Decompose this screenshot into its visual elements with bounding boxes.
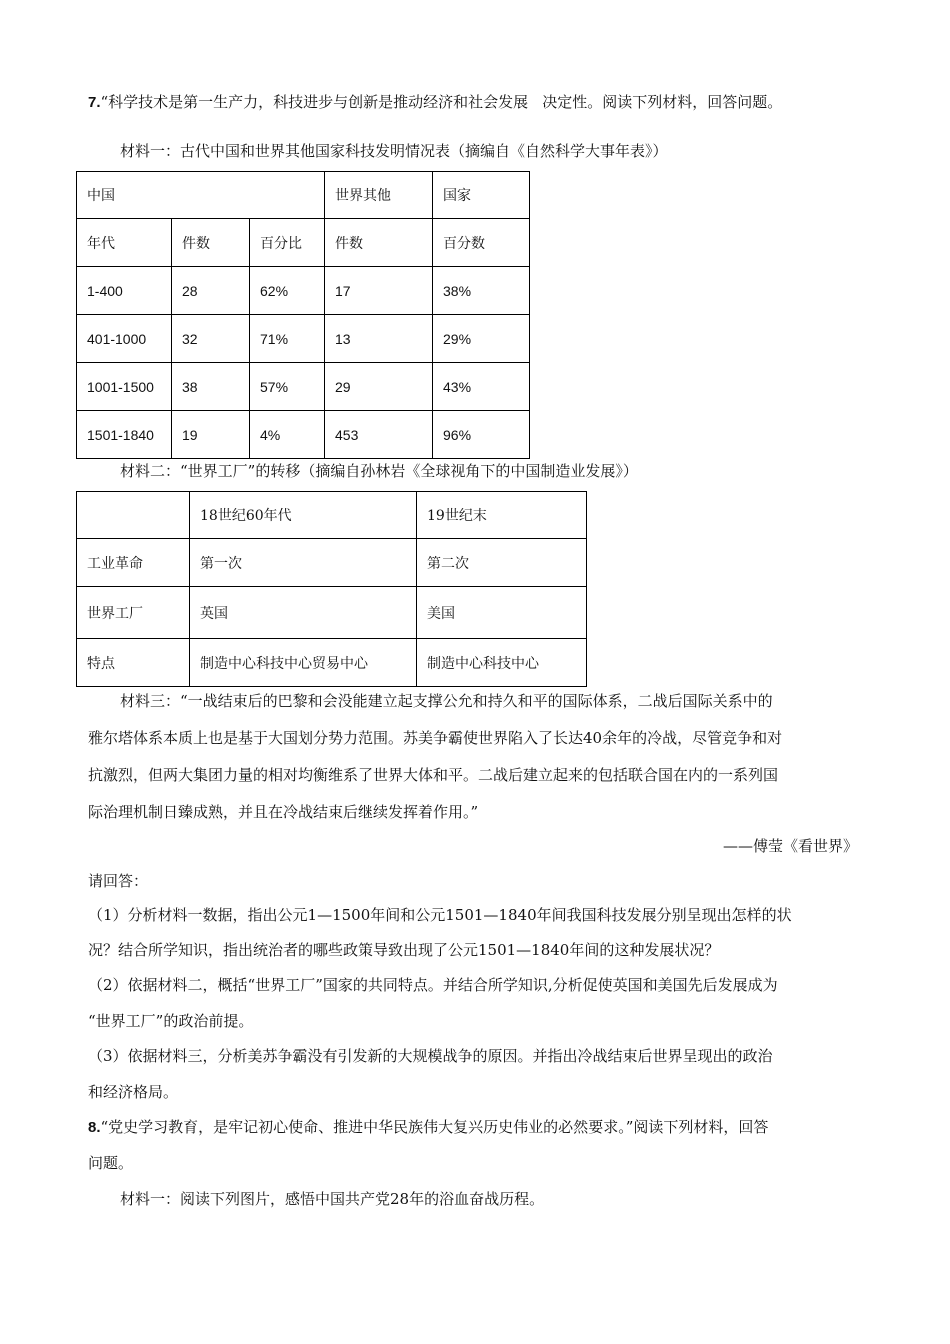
q8-stem-line2: 问题。 [88,1154,134,1172]
table-cell: 第一次 [190,539,417,587]
table-cell: 401-1000 [77,315,172,363]
table-cell: 件数 [325,219,433,267]
q7-number: 7. [88,94,101,111]
table-header-row [77,219,530,267]
table-cell: 29% [433,315,530,363]
table-cell: 世界工厂 [77,587,190,639]
table-cell: 1001-1500 [77,363,172,411]
q7-stem [88,92,782,113]
table-cell: 第二次 [417,539,587,587]
table-row [77,363,530,411]
table-row [77,267,530,315]
questions-prompt: 请回答： [88,872,149,890]
table-cell: 18世纪60年代 [190,492,417,539]
table-cell: 13 [325,315,433,363]
table-cell: 1501-1840 [77,411,172,459]
q8-number: 8. [88,1119,101,1136]
material3-line: 雅尔塔体系本质上也是基于大国划分势力范围。苏美争霸使世界陷入了长达40余年的冷战，尽管竞争和对 [88,729,783,747]
material1-table [76,171,530,459]
table-header-row [77,172,530,219]
table-cell: 32 [172,315,250,363]
table-row [77,639,587,687]
question-line: （2）依据材料二，概括“世界工厂”国家的共同特点。并结合所学知识,分析促使英国和美国先后发展成为 [88,976,778,994]
question-line: （1）分析材料一数据，指出公元1—1500年间和公元1501—1840年间我国科技发展分别呈现出怎样的状 [88,906,792,924]
table-row [77,587,587,639]
q7-stem-tail: 决定性。阅读下列材料，回答问题。 [542,93,783,111]
table-cell: 世界其他 [325,172,433,219]
table-row [77,411,530,459]
table-cell: 38% [433,267,530,315]
table-cell: 62% [250,267,325,315]
table-cell: 百分比 [250,219,325,267]
material3-source: ——傅莹《看世界》 [722,837,858,855]
material3-line: 际治理机制日臻成熟，并且在冷战结束后继续发挥着作用。” [88,803,479,821]
table-cell: 百分数 [433,219,530,267]
table-cell: 特点 [77,639,190,687]
q8-stem [88,1117,768,1138]
material2-caption: 材料二：“世界工厂”的转移（摘编自孙林岩《全球视角下的中国制造业发展》） [120,462,638,480]
question-line: （3）依据材料三，分析美苏争霸没有引发新的大规模战争的原因。并指出冷战结束后世界呈现出的政治 [88,1047,773,1065]
table-cell: 19 [172,411,250,459]
q7-stem-text: “科学技术是第一生产力，科技进步与创新是推动经济和社会发展 [100,93,529,111]
table-cell: 美国 [417,587,587,639]
table-cell: 中国 [77,172,325,219]
table-cell: 国家 [433,172,530,219]
table-cell: 年代 [77,219,172,267]
table-cell: 制造中心科技中心 [417,639,587,687]
table-cell: 4% [250,411,325,459]
table-cell: 43% [433,363,530,411]
material2-table [76,491,587,687]
table-cell [77,492,190,539]
q8-material1: 材料一：阅读下列图片，感悟中国共产党28年的浴血奋战历程。 [120,1190,545,1208]
table-row [77,315,530,363]
table-cell: 件数 [172,219,250,267]
q8-stem-text: “党史学习教育，是牢记初心使命、推进中华民族伟大复兴历史伟业的必然要求。”阅读下列材料，回答 [100,1118,769,1136]
material3-line: 材料三：“一战结束后的巴黎和会没能建立起支撑公允和持久和平的国际体系，二战后国际关系中的 [120,692,773,710]
table-header-row [77,492,587,539]
question-line: 和经济格局。 [88,1083,179,1101]
table-cell: 28 [172,267,250,315]
table-cell: 英国 [190,587,417,639]
table-cell: 工业革命 [77,539,190,587]
table-cell: 1-400 [77,267,172,315]
material3-line: 抗激烈，但两大集团力量的相对均衡维系了世界大体和平。二战后建立起来的包括联合国在内的一系列国 [88,766,779,784]
table-cell: 29 [325,363,433,411]
table-cell: 57% [250,363,325,411]
table-cell: 19世纪末 [417,492,587,539]
question-line: 况？结合所学知识，指出统治者的哪些政策导致出现了公元1501—1840年间的这种发展状况？ [88,941,720,959]
table-row [77,539,587,587]
table-cell: 71% [250,315,325,363]
material1-caption: 材料一：古代中国和世界其他国家科技发明情况表（摘编自《自然科学大事年表》） [120,142,668,160]
table-cell: 96% [433,411,530,459]
question-line: “世界工厂”的政治前提。 [88,1012,254,1030]
table-cell: 38 [172,363,250,411]
table-cell: 17 [325,267,433,315]
table-cell: 453 [325,411,433,459]
table-cell: 制造中心科技中心贸易中心 [190,639,417,687]
